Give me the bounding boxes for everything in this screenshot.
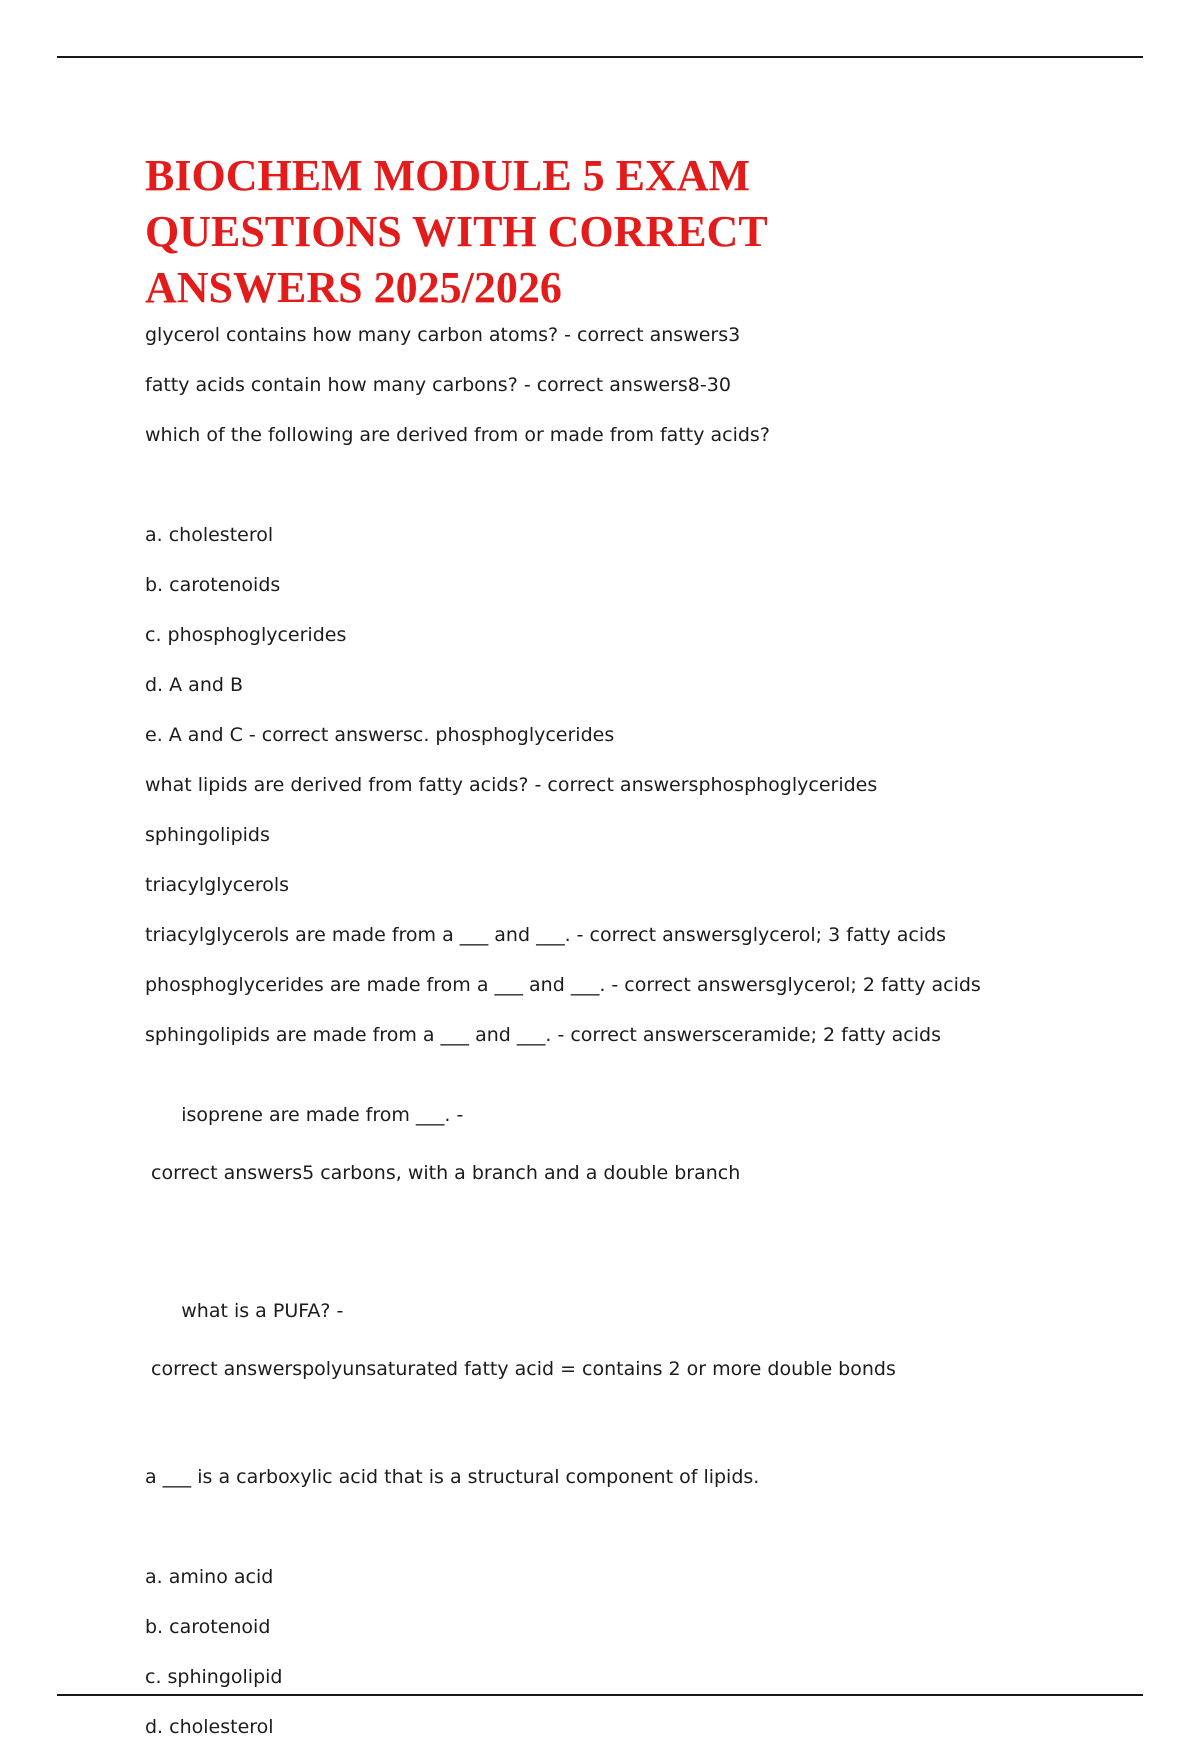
answer-option: b. carotenoid xyxy=(145,1616,271,1638)
answer-option: c. sphingolipid xyxy=(145,1666,283,1688)
qa-entry: fatty acids contain how many carbons? - correct answers8-30 xyxy=(145,374,731,396)
qa-entry: triacylglycerols xyxy=(145,874,290,896)
answer-text: correct answers5 carbons, with a branch and a double branch xyxy=(151,1162,741,1184)
answer-option: c. phosphoglycerides xyxy=(145,624,347,646)
qa-list xyxy=(145,320,1065,1742)
qa-entry xyxy=(145,1070,1065,1246)
answer-option: d. A and B xyxy=(145,674,243,696)
answer-option: b. carotenoids xyxy=(145,574,281,596)
qa-entry: glycerol contains how many carbon atoms? - correct answers3 xyxy=(145,324,741,346)
qa-entry xyxy=(145,1266,1065,1442)
qa-entry: triacylglycerols are made from a ___ and ___. - correct answersglycerol; 3 fatty acids xyxy=(145,924,947,946)
answer-text: correct answerspolyunsaturated fatty acid = contains 2 or more double bonds xyxy=(151,1358,896,1380)
bottom-rule xyxy=(57,1694,1143,1696)
answer-option: a. amino acid xyxy=(145,1566,274,1588)
qa-entry: what lipids are derived from fatty acids? - correct answersphosphoglycerides xyxy=(145,774,878,796)
answer-option: d. cholesterol xyxy=(145,1716,274,1738)
question-text: isoprene are made from ___. - xyxy=(181,1104,464,1126)
answer-option: e. A and C - correct answersc. phosphoglycerides xyxy=(145,724,615,746)
qa-entry: a ___ is a carboxylic acid that is a structural component of lipids. xyxy=(145,1466,760,1488)
document-title: BIOCHEM MODULE 5 EXAM QUESTIONS WITH CORRECT ANSWERS 2025/2026 xyxy=(145,151,767,312)
answer-option: a. cholesterol xyxy=(145,524,274,546)
question-text: what is a PUFA? - xyxy=(181,1300,344,1322)
qa-entry: sphingolipids xyxy=(145,824,270,846)
top-rule xyxy=(57,56,1143,58)
qa-entry: phosphoglycerides are made from a ___ and ___. - correct answersglycerol; 2 fatty acids xyxy=(145,974,981,996)
qa-entry: sphingolipids are made from a ___ and ___. - correct answersceramide; 2 fatty acids xyxy=(145,1024,941,1046)
document-body xyxy=(145,148,1065,1742)
qa-entry: which of the following are derived from or made from fatty acids? xyxy=(145,424,770,446)
